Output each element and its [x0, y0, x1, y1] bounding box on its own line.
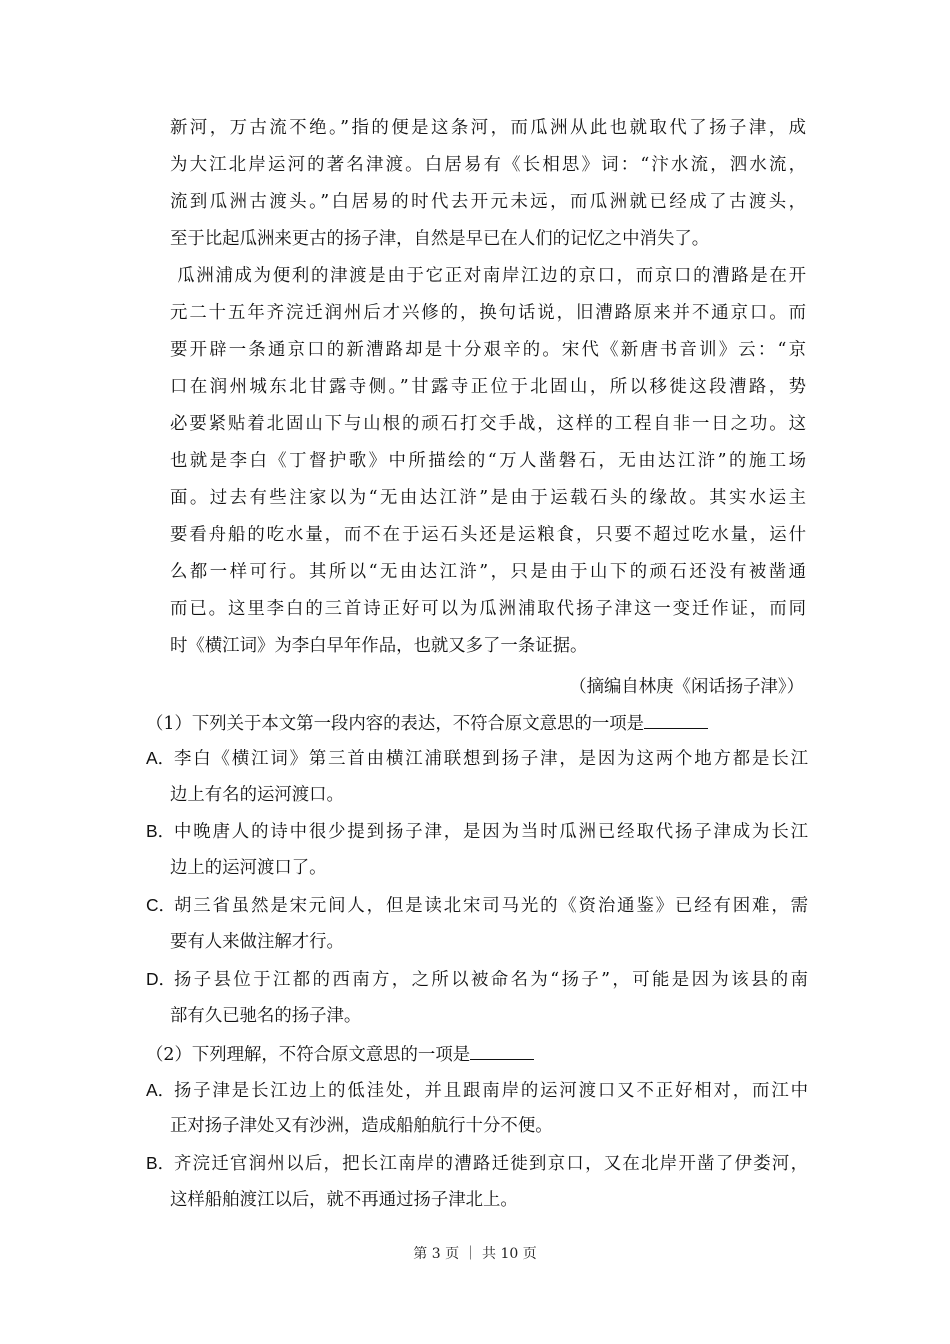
- option-label: D．: [146, 969, 176, 989]
- option-continuation: 正对扬子津处又有沙洲，造成船舶航行十分不便。: [170, 1116, 553, 1136]
- passage-line: 至于比起瓜洲来更古的扬子津，自然是早已在人们的记忆之中消失了。: [170, 229, 710, 249]
- passage-line: 瓜洲浦成为便利的津渡是由于它正对南岸江边的京口，而京口的漕路是在开: [170, 266, 806, 286]
- option-text: 扬子津是长江边上的低洼处，并且跟南岸的运河渡口又不正好相对，而江中: [174, 1081, 808, 1101]
- option-label: B．: [146, 821, 175, 841]
- passage-line: 新河，万古流不绝。”指的便是这条河，而瓜洲从此也就取代了扬子津，成: [170, 118, 806, 138]
- option-b: [146, 1151, 808, 1176]
- question-stem: [146, 1041, 534, 1067]
- passage-line: 为大江北岸运河的著名津渡。白居易有《长相思》词：“汴水流，泗水流，: [170, 155, 806, 175]
- option-label: A．: [146, 748, 175, 768]
- answer-blank: [470, 1041, 534, 1060]
- option-text: 中晚唐人的诗中很少提到扬子津，是因为当时瓜洲已经取代扬子津成为长江: [174, 822, 808, 842]
- option-continuation: 要有人来做注解才行。: [170, 932, 344, 952]
- option-label: A．: [146, 1080, 175, 1100]
- passage-line: 元二十五年齐浣迁润州后才兴修的，换句话说，旧漕路原来并不通京口。而: [170, 303, 806, 323]
- option-continuation: 这样船舶渡江以后，就不再通过扬子津北上。: [170, 1190, 518, 1210]
- page-number: 第 3 页 ｜ 共 10 页: [413, 1246, 537, 1262]
- question-stem: [146, 710, 708, 736]
- option-b: [146, 819, 808, 844]
- passage-line: 必要紧贴着北固山下与山根的顽石打交手战，这样的工程自非一日之功。这: [170, 414, 806, 434]
- option-text: 李白《横江词》第三首由横江浦联想到扬子津，是因为这两个地方都是长江: [174, 749, 808, 769]
- passage-line: 也就是李白《丁督护歌》中所描绘的“万人凿磐石，无由达江浒”的施工场: [170, 451, 806, 471]
- passage-line: 时《横江词》为李白早年作品，也就又多了一条证据。: [170, 636, 588, 656]
- option-a: [146, 1078, 808, 1103]
- option-text: 齐浣迁官润州以后，把长江南岸的漕路迁徙到京口，又在北岸开凿了伊娄河，: [174, 1154, 808, 1174]
- passage-line: 流到瓜洲古渡头。”白居易的时代去开元未远，而瓜洲就已经成了古渡头，: [170, 192, 806, 212]
- passage-line: 么都一样可行。其所以“无由达江浒”，只是由于山下的顽石还没有被凿通: [170, 562, 806, 582]
- passage-line: 口在润州城东北甘露寺侧。”甘露寺正位于北固山，所以移徙这段漕路，势: [170, 377, 806, 397]
- question-stem-text: （2）下列理解，不符合原文意思的一项是: [146, 1045, 471, 1065]
- option-continuation: 部有久已驰名的扬子津。: [170, 1006, 362, 1026]
- passage-line: 面。过去有些注家以为“无由达江浒”是由于运载石头的缘故。其实水运主: [170, 488, 806, 508]
- option-continuation: 边上的运河渡口了。: [170, 858, 327, 878]
- option-d: [146, 967, 808, 992]
- option-text: 扬子县位于江都的西南方，之所以被命名为“扬子”，可能是因为该县的南: [174, 970, 808, 990]
- passage-line: 要看舟船的吃水量，而不在于运石头还是运粮食，只要不超过吃水量，运什: [170, 525, 806, 545]
- option-text: 胡三省虽然是宋元间人，但是读北宋司马光的《资治通鉴》已经有困难，需: [174, 896, 808, 916]
- option-label: C．: [146, 895, 176, 915]
- option-c: [146, 893, 808, 918]
- passage-line: 要开辟一条通京口的新漕路却是十分艰辛的。宋代《新唐书音训》云：“京: [170, 340, 806, 360]
- attribution: （摘编自林庚《闲话扬子津》）: [569, 677, 804, 697]
- option-label: B．: [146, 1153, 175, 1173]
- question-stem-text: （1）下列关于本文第一段内容的表达，不符合原文意思的一项是: [146, 714, 645, 734]
- answer-blank: [644, 710, 708, 729]
- option-continuation: 边上有名的运河渡口。: [170, 785, 344, 805]
- passage-line: 而已。这里李白的三首诗正好可以为瓜洲浦取代扬子津这一变迁作证，而同: [170, 599, 806, 619]
- option-a: [146, 746, 808, 771]
